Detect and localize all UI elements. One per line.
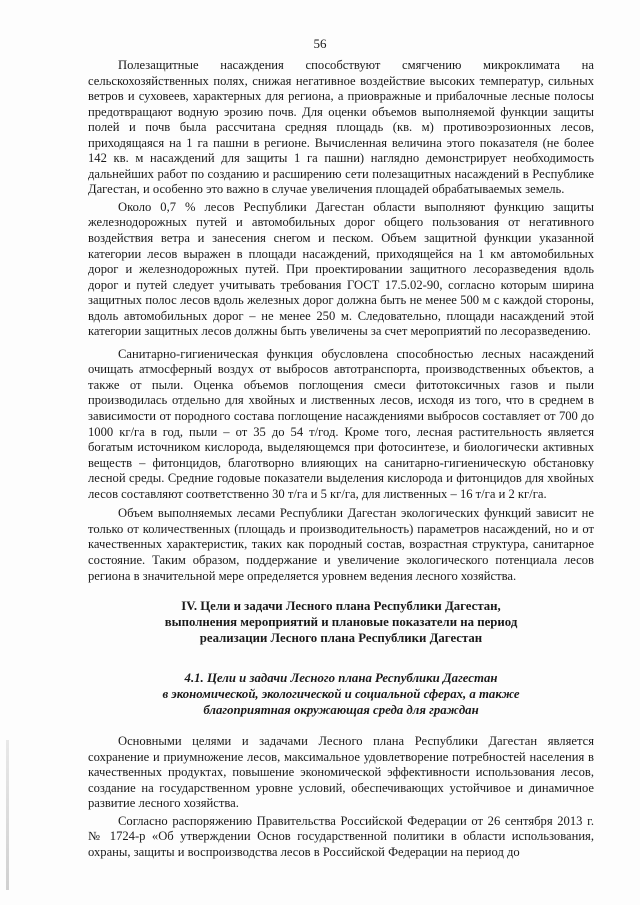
section-heading-line: выполнения мероприятий и плановые показатели на период (164, 615, 518, 630)
scan-edge-shadow (6, 740, 9, 890)
section-heading (88, 598, 594, 646)
paragraph-road-protection: Около 0,7 % лесов Республики Дагестан области выполняют функцию защиты железнодорожных путей и автомобильных дорог общего пользования от негативного воздействия ветра и занесения снегом и песком. Объем защитной функции указанной категории лесов выражен в площади насаждений, приходящейся на 1 км автомобильных дорог и железнодорожных путей. При проектировании защитного лесоразведения вдоль дорог и путей следует учитывать требования ГОСТ 17.5.02-90, согласно которым ширина защитных полос лесов вдоль железных дорог должна быть не менее 500 м с каждой стороны, вдоль автомобильных дорог – не менее 250 м. Следовательно, площади насаждений этой категории защитных лесов должны быть увеличены за счет мероприятий по лесоразведению. (88, 199, 594, 339)
paragraph-sanitary-function: Санитарно-гигиеническая функция обусловлена способностью лесных насаждений очищать атмосферный воздух от выбросов автотранспорта, производственных объектов, а также от пыли. Оценка объемов поглощения смеси фитотоксичных газов и пыли производилась отдельно для хвойных и лиственных лесов, исходя из того, что в среднем в зависимости от породного состава поглощение насаждениями выбросов составляет от 700 до 1000 кг/га в год, пыли – от 35 до 54 т/год. Кроме того, лесная растительность является богатым источником кислорода, выделяющемся при фотосинтезе, и биологически активных веществ – фитонцидов, благотворно влияющих на санитарно-гигиеническую обстановку лесной среды. Средние годовые показатели выделения кислорода и фитонцидов для хвойных лесов составляют соответственно 30 т/га и 5 кг/га, для лиственных – 16 т/га и 2 кг/га. (88, 346, 594, 501)
page-number: 56 (313, 36, 327, 51)
subsection-heading-line: благоприятная окружающая среда для граждан (203, 703, 479, 718)
section-heading-line: реализации Лесного плана Республики Дагестан (199, 631, 483, 646)
page-content (88, 58, 594, 862)
paragraph-ecological-functions: Объем выполняемых лесами Республики Дагестан экологических функций зависит не только от количественных (площадь и производительность) параметров насаждений, но и от качественных характеристик, таких как породный состав, возрастная структура, санитарное состояние. Таким образом, поддержание и увеличение экологического потенциала лесов региона в значительной мере определяется уровнем ведения лесного хозяйства. (88, 506, 594, 583)
subsection-heading (88, 670, 594, 718)
paragraph-government-order: Согласно распоряжению Правительства Российской Федерации от 26 сентября 2013 г. № 1724-р «Об утверждении Основ государственной политики в области использования, охраны, защиты и воспроизводства лесов в Российской Федерации на период до (88, 813, 594, 859)
subsection-heading-line: 4.1. Цели и задачи Лесного плана Республики Дагестан (184, 671, 498, 686)
section-heading-line: IV. Цели и задачи Лесного плана Республики Дагестан, (181, 599, 501, 614)
subsection-heading-line: в экономической, экологической и социальной сферах, а также (162, 687, 520, 702)
paragraph-main-goals: Основными целями и задачами Лесного плана Республики Дагестан является сохранение и приумножение лесов, максимальное удовлетворение потребностей населения в качественных продуктах, повышение экономической эффективности использования лесов, создание на государственном уровне условий, обеспечивающих устойчивое и динамичное развитие лесного хозяйства. (88, 734, 594, 811)
paragraph-shelterbelts: Полезащитные насаждения способствуют смягчению микроклимата на сельскохозяйственных полях, снижая негативное воздействие высоких температур, сильных ветров и суховеев, характерных для региона, а приовражные и прибалочные лесные полосы предотвращают водную эрозию почв. Для оценки объемов выполняемой функции защиты полей и почв была рассчитана средняя площадь (кв. м) противоэрозионных лесов, приходящаяся на 1 га пашни в регионе. Вычисленная величина этого показателя (не более 142 кв. м насаждений для защиты 1 га пашни) наглядно демонстрирует необходимость дальнейших работ по созданию и расширению сети полезащитных насаждений в Республике Дагестан, и особенно это важно в случае увеличения площадей обрабатываемых земель. (88, 58, 594, 197)
